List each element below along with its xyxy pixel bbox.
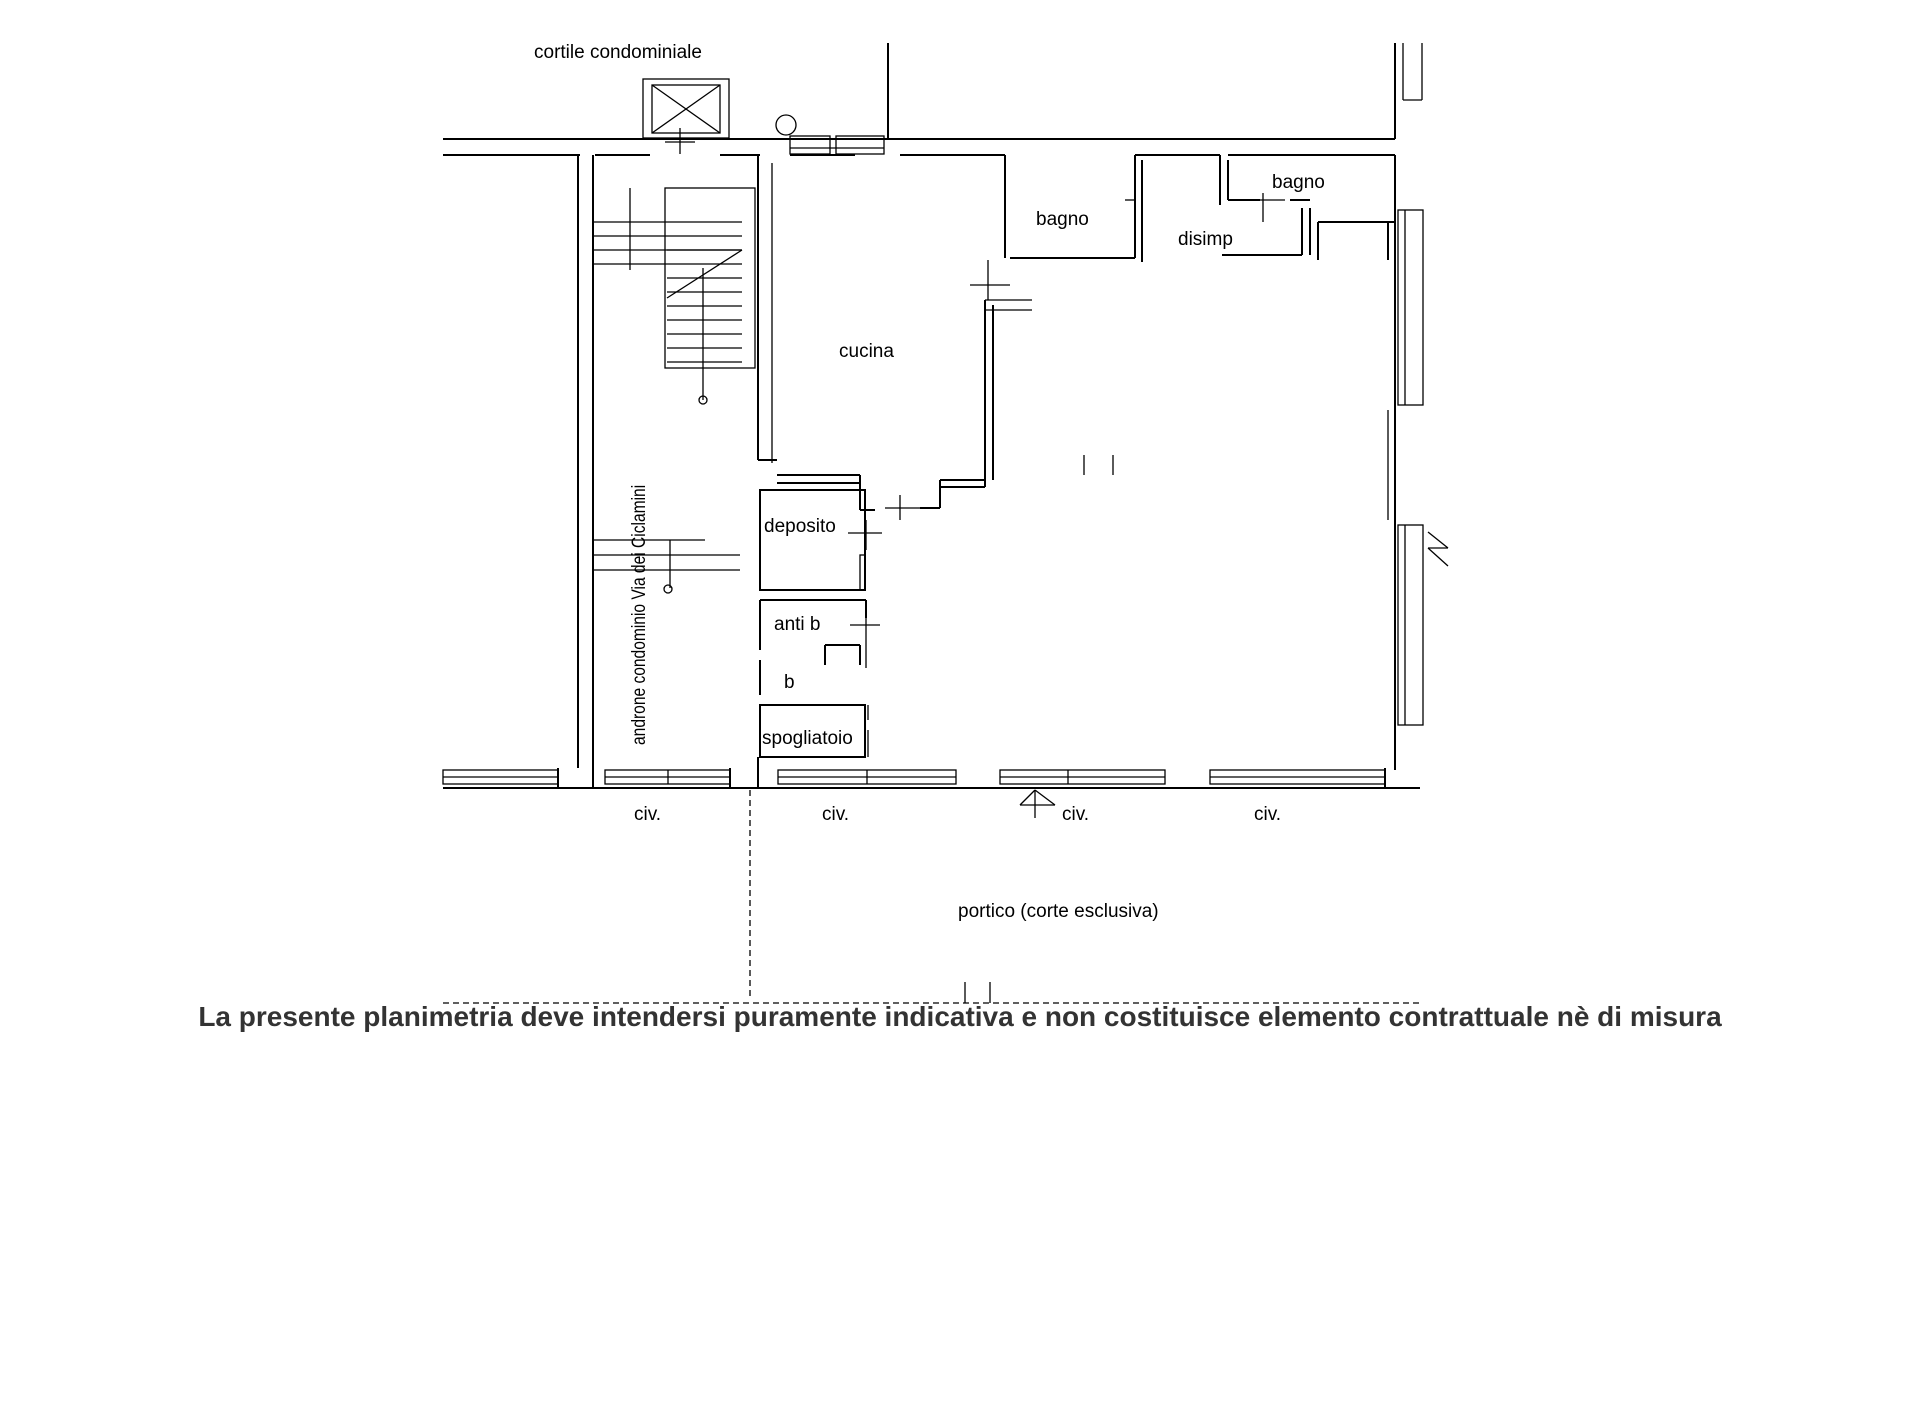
label-hallway: disimp: [1178, 229, 1233, 250]
label-courtyard: cortile condominiale: [534, 42, 702, 63]
label-entrance-hall: androne condominio Via dei Ciclamini: [627, 484, 650, 745]
label-civic-3: civ.: [1062, 804, 1090, 825]
label-storage: deposito: [764, 516, 836, 537]
elevator-shaft: [643, 79, 729, 154]
entrance-hall-walls: [578, 155, 772, 768]
label-civic-4: civ.: [1254, 804, 1282, 825]
label-bathroom-1: bagno: [1036, 209, 1089, 230]
label-locker-room: spogliatoio: [762, 728, 853, 749]
label-kitchen: cucina: [839, 341, 894, 362]
disclaimer-note: La presente planimetria deve intendersi puramente indicativa e non costituisce elemento contrattuale nè di misura: [198, 1001, 1722, 1032]
label-civic-1: civ.: [634, 804, 662, 825]
staircase: [593, 188, 755, 593]
kitchen-walls: [758, 260, 1032, 520]
top-fixtures: [776, 115, 884, 154]
label-bath-small: b: [784, 672, 795, 693]
label-civic-2: civ.: [822, 804, 850, 825]
central-marks: [1084, 455, 1113, 475]
right-facade: [1388, 205, 1448, 770]
label-portico: portico (corte esclusiva): [958, 901, 1159, 922]
label-antibath: anti b: [774, 614, 821, 635]
hallway-bath2-walls: [1220, 155, 1395, 260]
label-bathroom-2: bagno: [1272, 172, 1325, 193]
